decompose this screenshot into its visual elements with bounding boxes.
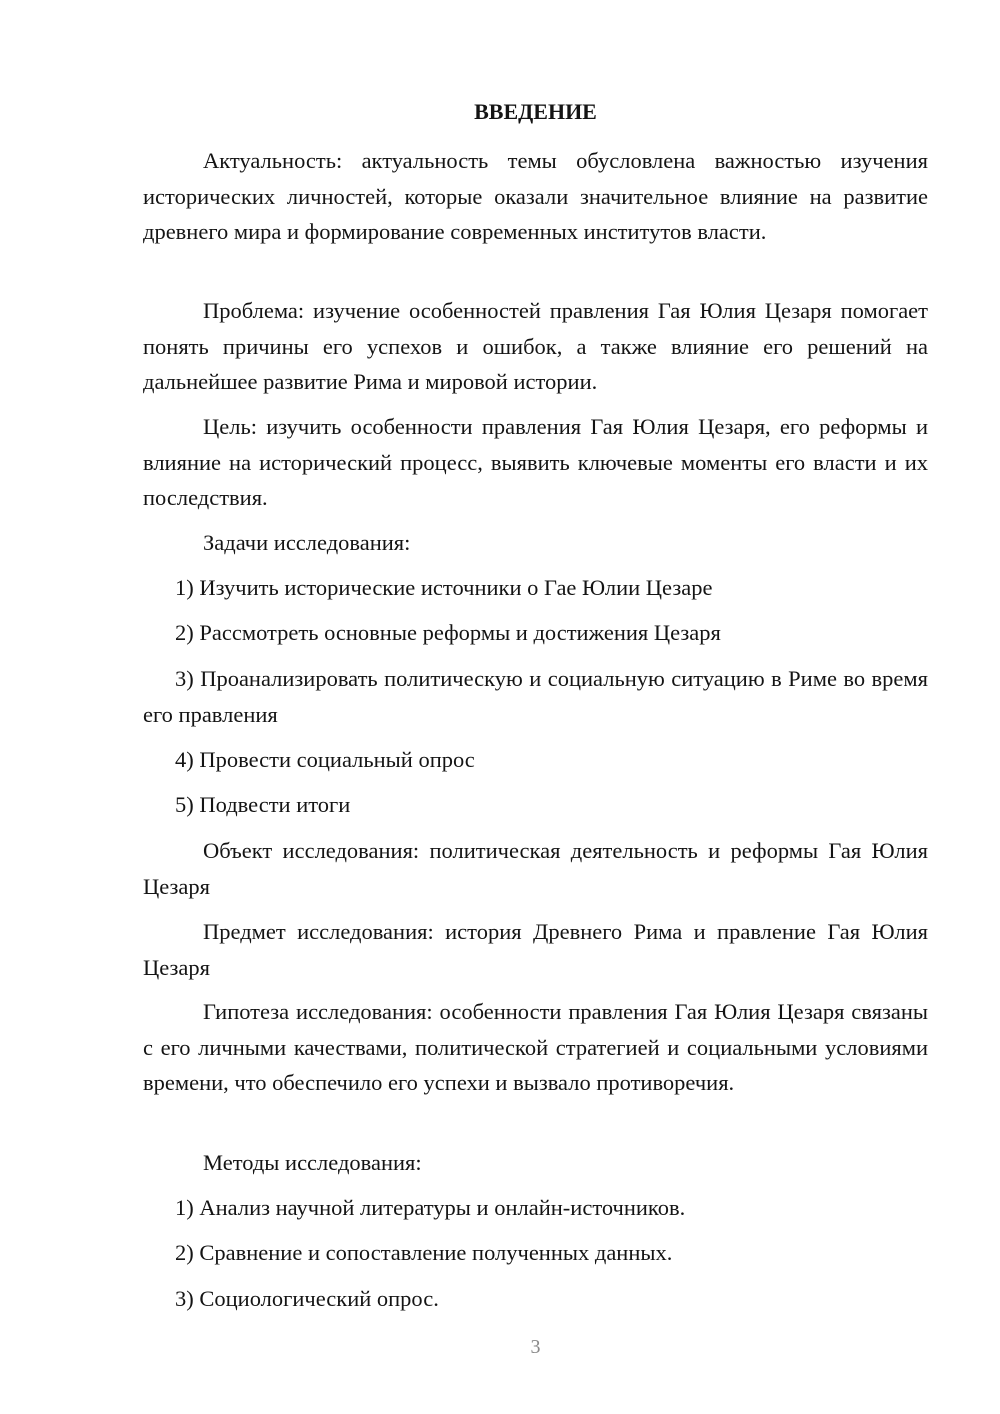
methods-heading: Методы исследования: bbox=[203, 1150, 422, 1175]
task-item-2: 2) Рассмотреть основные реформы и достижения Цезаря bbox=[175, 620, 721, 645]
hypothesis-paragraph: Гипотеза исследования: особенности правления Гая Юлия Цезаря связаны с его личными качествами, политической стратегией и социальными условиями времени, что обеспечило его успехи и вызвало противоречия. bbox=[143, 999, 928, 1095]
relevance-paragraph: Актуальность: актуальность темы обусловлена важностью изучения исторических личностей, которые оказали значительное влияние на развитие древнего мира и формирование современных институтов власти. bbox=[143, 148, 928, 244]
method-item-2: 2) Сравнение и сопоставление полученных данных. bbox=[175, 1240, 673, 1265]
task-item-1: 1) Изучить исторические источники о Гае Юлии Цезаре bbox=[175, 575, 713, 600]
section-title: ВВЕДЕНИЕ bbox=[474, 99, 597, 124]
goal-paragraph: Цель: изучить особенности правления Гая Юлия Цезаря, его реформы и влияние на исторический процесс, выявить ключевые моменты его власти и их последствия. bbox=[143, 414, 928, 510]
method-item-3: 3) Социологический опрос. bbox=[175, 1286, 439, 1311]
tasks-heading: Задачи исследования: bbox=[203, 530, 411, 555]
object-paragraph: Объект исследования: политическая деятельность и реформы Гая Юлия Цезаря bbox=[143, 838, 928, 899]
subject-paragraph: Предмет исследования: история Древнего Рима и правление Гая Юлия Цезаря bbox=[143, 919, 928, 980]
page-number: 3 bbox=[530, 1336, 541, 1358]
problem-paragraph: Проблема: изучение особенностей правления Гая Юлия Цезаря помогает понять причины его успехов и ошибок, а также влияние его решений на дальнейшее развитие Рима и мировой истории. bbox=[143, 298, 928, 394]
method-item-1: 1) Анализ научной литературы и онлайн-источников. bbox=[175, 1195, 686, 1220]
task-item-3: 3) Проанализировать политическую и социальную ситуацию в Риме во время его правления bbox=[143, 666, 928, 727]
task-item-4: 4) Провести социальный опрос bbox=[175, 747, 475, 772]
task-item-5: 5) Подвести итоги bbox=[175, 792, 351, 817]
